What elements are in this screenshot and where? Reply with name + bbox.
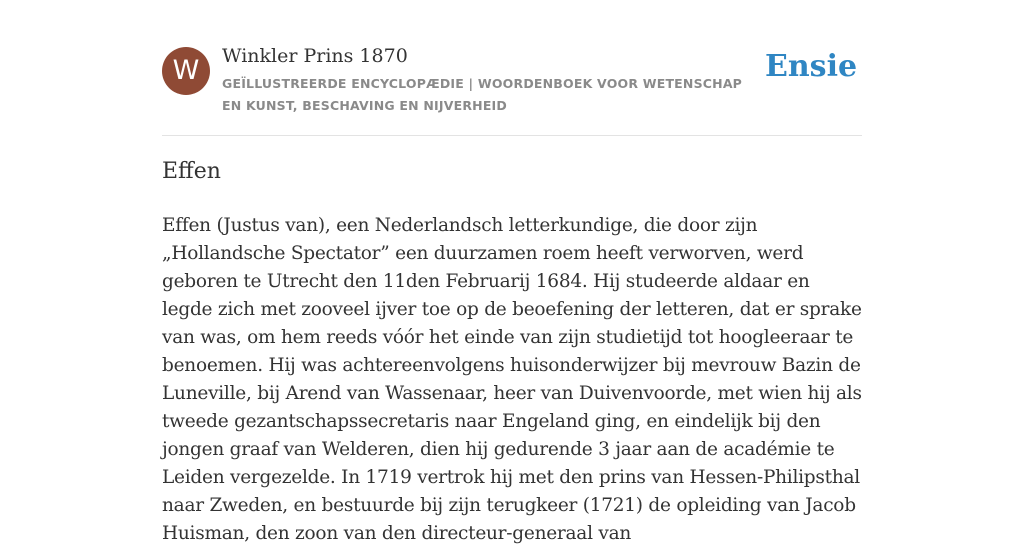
header-divider — [162, 135, 862, 136]
source-header — [162, 44, 862, 136]
entry-title: Effen — [162, 159, 221, 184]
entry-body-text: Effen (Justus van), een Nederlandsch letterkundige, die door zijn „Hollandsche Spectator” een duurzamen roem heeft verworven, werd geboren te Utrecht den 11den Februarij 1684. Hij studeerde aldaar en legde zich met zooveel ijver toe op de beoefening der letteren, dat er sprake van was, om hem reeds vóór het einde van zijn studietijd tot hoogleeraar te benoemen. Hij was achtereenvolgens huisonderwijzer bij mevrouw Bazin de Luneville, bij Arend van Wassenaar, heer van Duivenvoorde, met wien hij als tweede gezantschapssecretaris naar Engeland ging, en eindelijk bij den jongen graaf van Welderen, dien hij gedurende 3 jaar aan de académie te Leiden vergezelde. In 1719 vertrok hij met den prins van Hessen-Philipsthal naar Zweden, en bestuurde bij zijn terugkeer (1721) de opleiding van Jacob Huisman, den zoon van den directeur-generaal van — [162, 215, 862, 544]
source-avatar: W — [162, 47, 210, 95]
source-subtitle: GEÏLLUSTREERDE ENCYCLOPÆDIE | WOORDENBOEK VOOR WETENSCHAP EN KUNST, BESCHAVING EN NIJVERHEID — [222, 76, 743, 113]
source-title[interactable]: Winkler Prins 1870 — [222, 45, 408, 67]
ensie-logo-link[interactable]: Ensie — [765, 49, 858, 84]
